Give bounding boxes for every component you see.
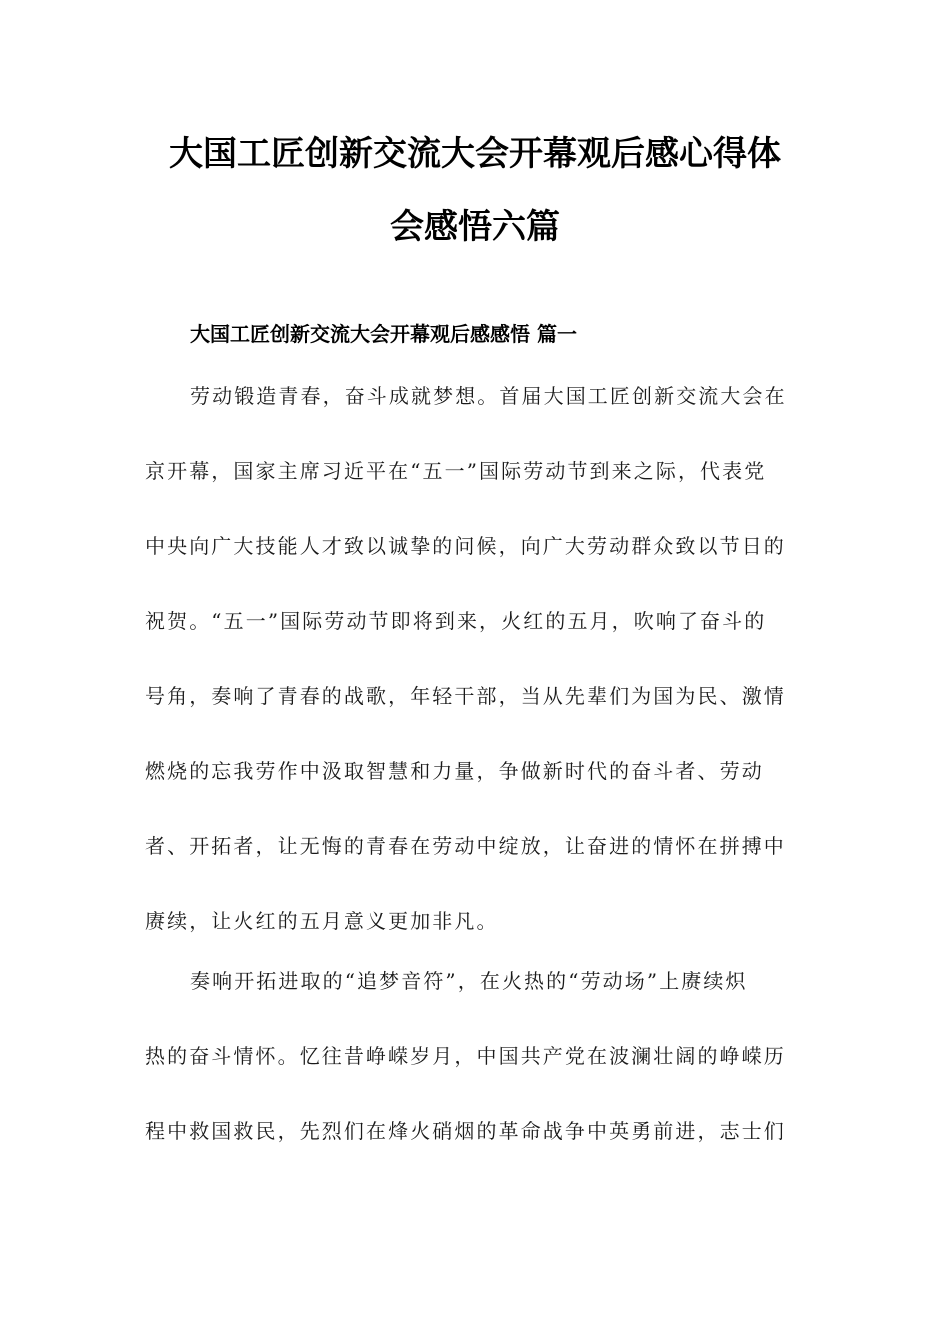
paragraph-line: 京开幕，国家主席习近平在“五一”国际劳动节到来之际，代表党 [145, 459, 767, 483]
paragraph-line: 号角，奏响了青春的战歌，年轻干部，当从先辈们为国为民、激情 [145, 684, 786, 708]
paragraph-line: 热的奋斗情怀。忆往昔峥嵘岁月，中国共产党在波澜壮阔的峥嵘历 [145, 1044, 786, 1068]
document-title-line-1: 大国工匠创新交流大会开幕观后感心得体 [169, 134, 781, 174]
paragraph-line: 燃烧的忘我劳作中汲取智慧和力量，争做新时代的奋斗者、劳动 [145, 759, 764, 783]
document-title-line-2: 会感悟六篇 [390, 207, 560, 247]
paragraph-line: 者、开拓者，让无悔的青春在劳动中绽放，让奋进的情怀在拼搏中 [145, 834, 786, 858]
paragraph-line: 劳动锻造青春，奋斗成就梦想。首届大国工匠创新交流大会在 [190, 384, 787, 408]
paragraph-line: 中央向广大技能人才致以诚挚的问候，向广大劳动群众致以节日的 [145, 534, 786, 558]
paragraph-line: 赓续，让火红的五月意义更加非凡。 [145, 909, 499, 933]
paragraph-line: 祝贺。“五一”国际劳动节即将到来，火红的五月，吹响了奋斗的 [145, 609, 767, 633]
paragraph-line: 奏响开拓进取的“追梦音符”，在火热的“劳动场”上赓续炽 [190, 969, 748, 993]
section-heading: 大国工匠创新交流大会开幕观后感感悟 篇一 [190, 322, 577, 346]
paragraph-line: 程中救国救民，先烈们在烽火硝烟的革命战争中英勇前进，志士们 [145, 1119, 786, 1143]
